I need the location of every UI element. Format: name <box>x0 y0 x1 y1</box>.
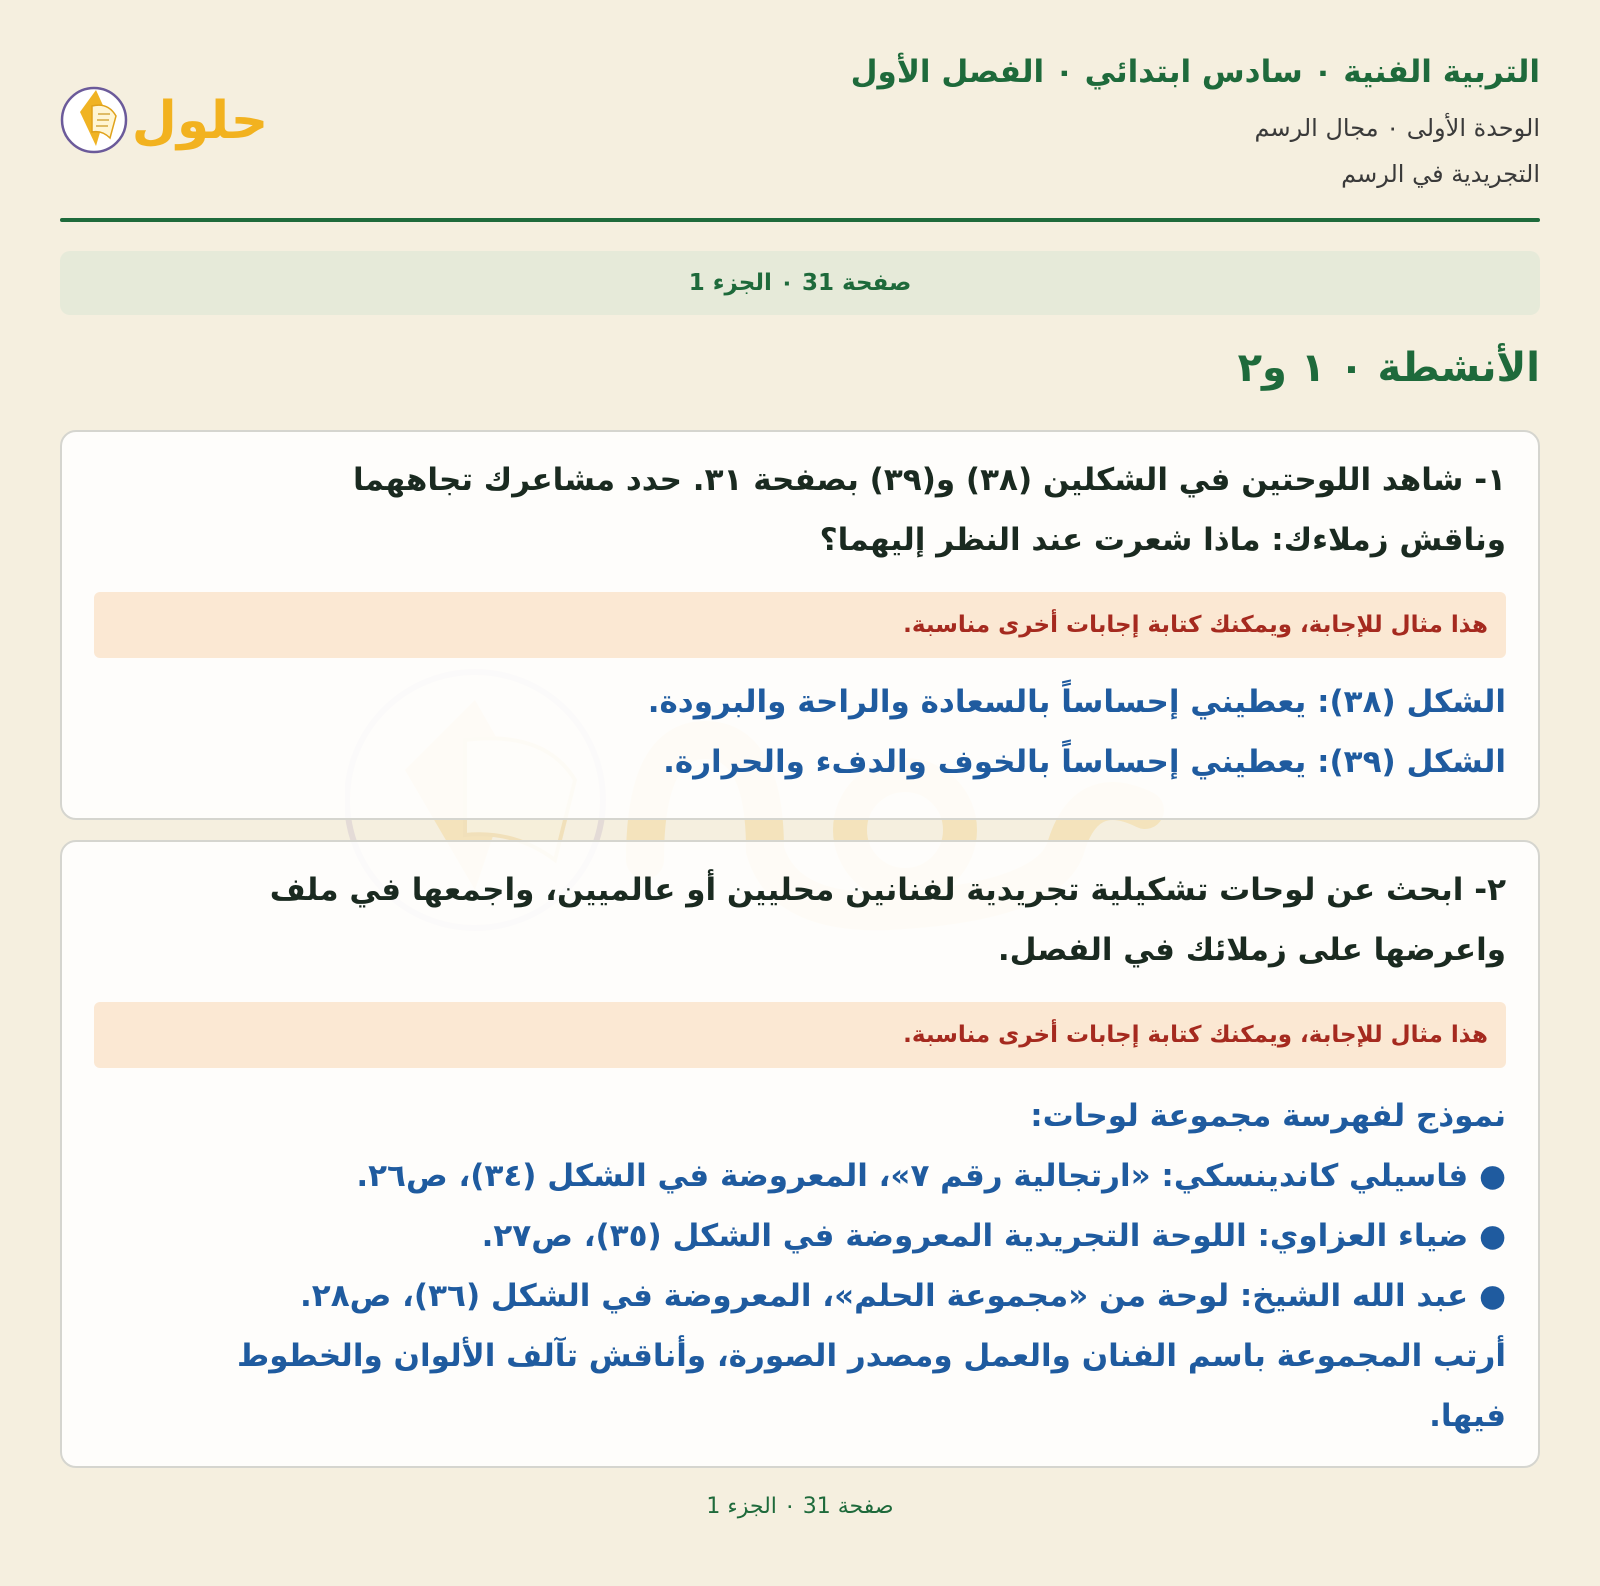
question-line: ١- شاهد اللوحتين في الشكلين (٣٨) و(٣٩) بصفحة ٣١. حدد مشاعرك تجاههما <box>353 462 1506 498</box>
activity-1-answers <box>94 672 1506 792</box>
book-icon <box>62 88 126 152</box>
answer-note: هذا مثال للإجابة، ويمكنك كتابة إجابات أخرى مناسبة. <box>94 1002 1506 1068</box>
logo-text: حلول <box>131 91 269 151</box>
topic-subtitle: التجريدية في الرسم <box>1341 160 1540 188</box>
activity-card-1 <box>60 430 1540 820</box>
activity-2-question <box>94 860 1506 980</box>
bullet-icon: ● <box>1468 1278 1506 1314</box>
page-indicator: صفحة 31 ٠ الجزء 1 <box>60 251 1540 315</box>
answer-line: الشكل (٣٩): يعطيني إحساساً بالخوف والدفء والحرارة. <box>663 744 1506 780</box>
list-item-text: ضياء العزاوي: اللوحة التجريدية المعروضة في الشكل (٣٥)، ص٢٧. <box>481 1218 1469 1254</box>
bullet-icon: ● <box>1468 1158 1506 1194</box>
list-item <box>94 1266 1506 1326</box>
page-title: التربية الفنية ٠ سادس ابتدائي ٠ الفصل الأول <box>850 54 1540 90</box>
question-line: واعرضها على زملائك في الفصل. <box>997 932 1506 968</box>
bullet-icon: ● <box>1468 1218 1506 1254</box>
activity-2-answers <box>94 1086 1506 1446</box>
answer-note: هذا مثال للإجابة، ويمكنك كتابة إجابات أخرى مناسبة. <box>94 592 1506 658</box>
closing-line: فيها. <box>1429 1398 1506 1434</box>
answer-intro: نموذج لفهرسة مجموعة لوحات: <box>1030 1098 1506 1134</box>
list-item-text: عبد الله الشيخ: لوحة من «مجموعة الحلم»، المعروضة في الشكل (٣٦)، ص٢٨. <box>300 1278 1469 1314</box>
unit-subtitle: الوحدة الأولى ٠ مجال الرسم <box>1254 114 1540 142</box>
answer-line: الشكل (٣٨): يعطيني إحساساً بالسعادة والراحة والبرودة. <box>647 684 1506 720</box>
header-divider <box>60 218 1540 222</box>
header <box>60 50 1540 200</box>
page-footer: صفحة 31 ٠ الجزء 1 <box>706 1494 894 1519</box>
activity-1-question <box>94 450 1506 570</box>
list-item-text: فاسيلي كاندينسكي: «ارتجالية رقم ٧»، المعروضة في الشكل (٣٤)، ص٢٦. <box>356 1158 1469 1194</box>
question-line: وناقش زملاءك: ماذا شعرت عند النظر إليهما؟ <box>819 522 1506 558</box>
brand-logo <box>60 72 280 168</box>
question-line: ٢- ابحث عن لوحات تشكيلية تجريدية لفنانين محليين أو عالميين، واجمعها في ملف <box>269 872 1506 908</box>
activity-card-2 <box>60 840 1540 1468</box>
section-title: الأنشطة ٠ ١ و٢ <box>1237 345 1540 391</box>
page <box>60 0 1540 1586</box>
list-item <box>94 1206 1506 1266</box>
closing-line: أرتب المجموعة باسم الفنان والعمل ومصدر الصورة، وأناقش تآلف الألوان والخطوط <box>237 1338 1506 1374</box>
list-item <box>94 1146 1506 1206</box>
